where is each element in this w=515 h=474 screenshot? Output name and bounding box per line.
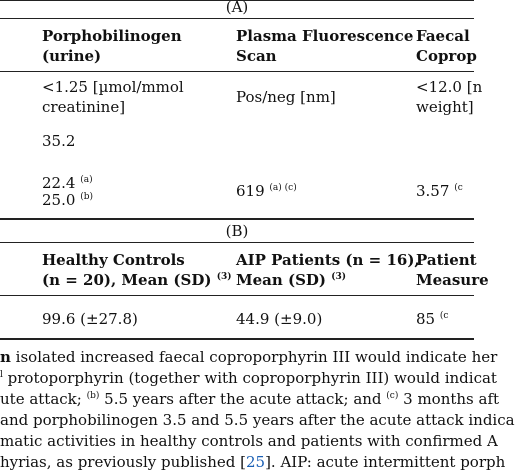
row2-faecal-value: 3.57 $^{(c}$: [416, 182, 463, 200]
row1-porphobilinogen-value: 35.2: [42, 132, 76, 150]
header-porphobilinogen-sub: (urine): [42, 47, 102, 65]
header-faecal: Faecal: [416, 27, 470, 45]
footnote-line-2: $^l$ protoporphyrin (together with coproporphyrin III) would indicat: [0, 369, 497, 387]
header-plasma-fluorescence-sub: Scan: [236, 47, 277, 65]
table-a-header-rule: [0, 71, 474, 72]
footnote-line-1: n isolated increased faecal coproporphyrin III would indicate her: [0, 348, 498, 366]
unit-porphobilinogen: <1.25 [µmol/mmol: [42, 78, 184, 96]
value-healthy-controls: 99.6 (±27.8): [42, 310, 138, 328]
header-faecal-sub: Coprop: [416, 47, 477, 65]
footnote-line-6: hyrias, as previously published [25]. AIP: acute intermittent porph: [0, 453, 506, 471]
header-patient-sub: Measure: [416, 271, 489, 289]
footnote-line-5: matic activities in healthy controls and patients with confirmed A: [0, 432, 498, 450]
unit-faecal-sub: weight]: [416, 98, 474, 116]
unit-faecal: <12.0 [n: [416, 78, 483, 96]
footnote-line-4: and porphobilinogen 3.5 and 5.5 years after the acute attack indica: [0, 411, 515, 429]
reference-link[interactable]: 25: [245, 453, 266, 471]
header-healthy-controls-sub: (n = 20), Mean (SD) $^{(3)}$: [42, 271, 232, 289]
header-aip-patients-sub: Mean (SD) $^{(3)}$: [236, 271, 347, 289]
unit-porphobilinogen-sub: creatinine]: [42, 98, 126, 116]
table-b-top-rule: [0, 218, 474, 220]
value-patient: 85 $^{(c}$: [416, 310, 449, 328]
table-b-header-rule: [0, 295, 474, 296]
header-porphobilinogen: Porphobilinogen: [42, 27, 182, 45]
unit-plasma-fluorescence: Pos/neg [nm]: [236, 88, 336, 106]
header-aip-patients: AIP Patients (n = 16),: [236, 251, 420, 269]
table-b-label-rule: [0, 242, 474, 243]
footnote-line-3: ute attack; $^{(b)}$ 5.5 years after the acute attack; and $^{(c)}$ 3 months aft: [0, 390, 500, 408]
header-patient: Patient: [416, 251, 477, 269]
value-aip-patients: 44.9 (±9.0): [236, 310, 323, 328]
header-plasma-fluorescence: Plasma Fluorescence: [236, 27, 414, 45]
table-b-bottom-rule: [0, 338, 474, 340]
row2-plasma-fluorescence-value: 619 $^{(a) (c)}$: [236, 182, 297, 200]
row2-porphobilinogen-value-b: 25.0 $^{(b)}$: [42, 191, 93, 209]
table-a-label: (A): [225, 0, 249, 16]
header-healthy-controls: Healthy Controls: [42, 251, 185, 269]
table-b-label: (B): [225, 222, 249, 240]
row2-porphobilinogen-value-a: 22.4 $^{(a)}$: [42, 174, 93, 192]
table-a-label-rule: [0, 18, 474, 19]
